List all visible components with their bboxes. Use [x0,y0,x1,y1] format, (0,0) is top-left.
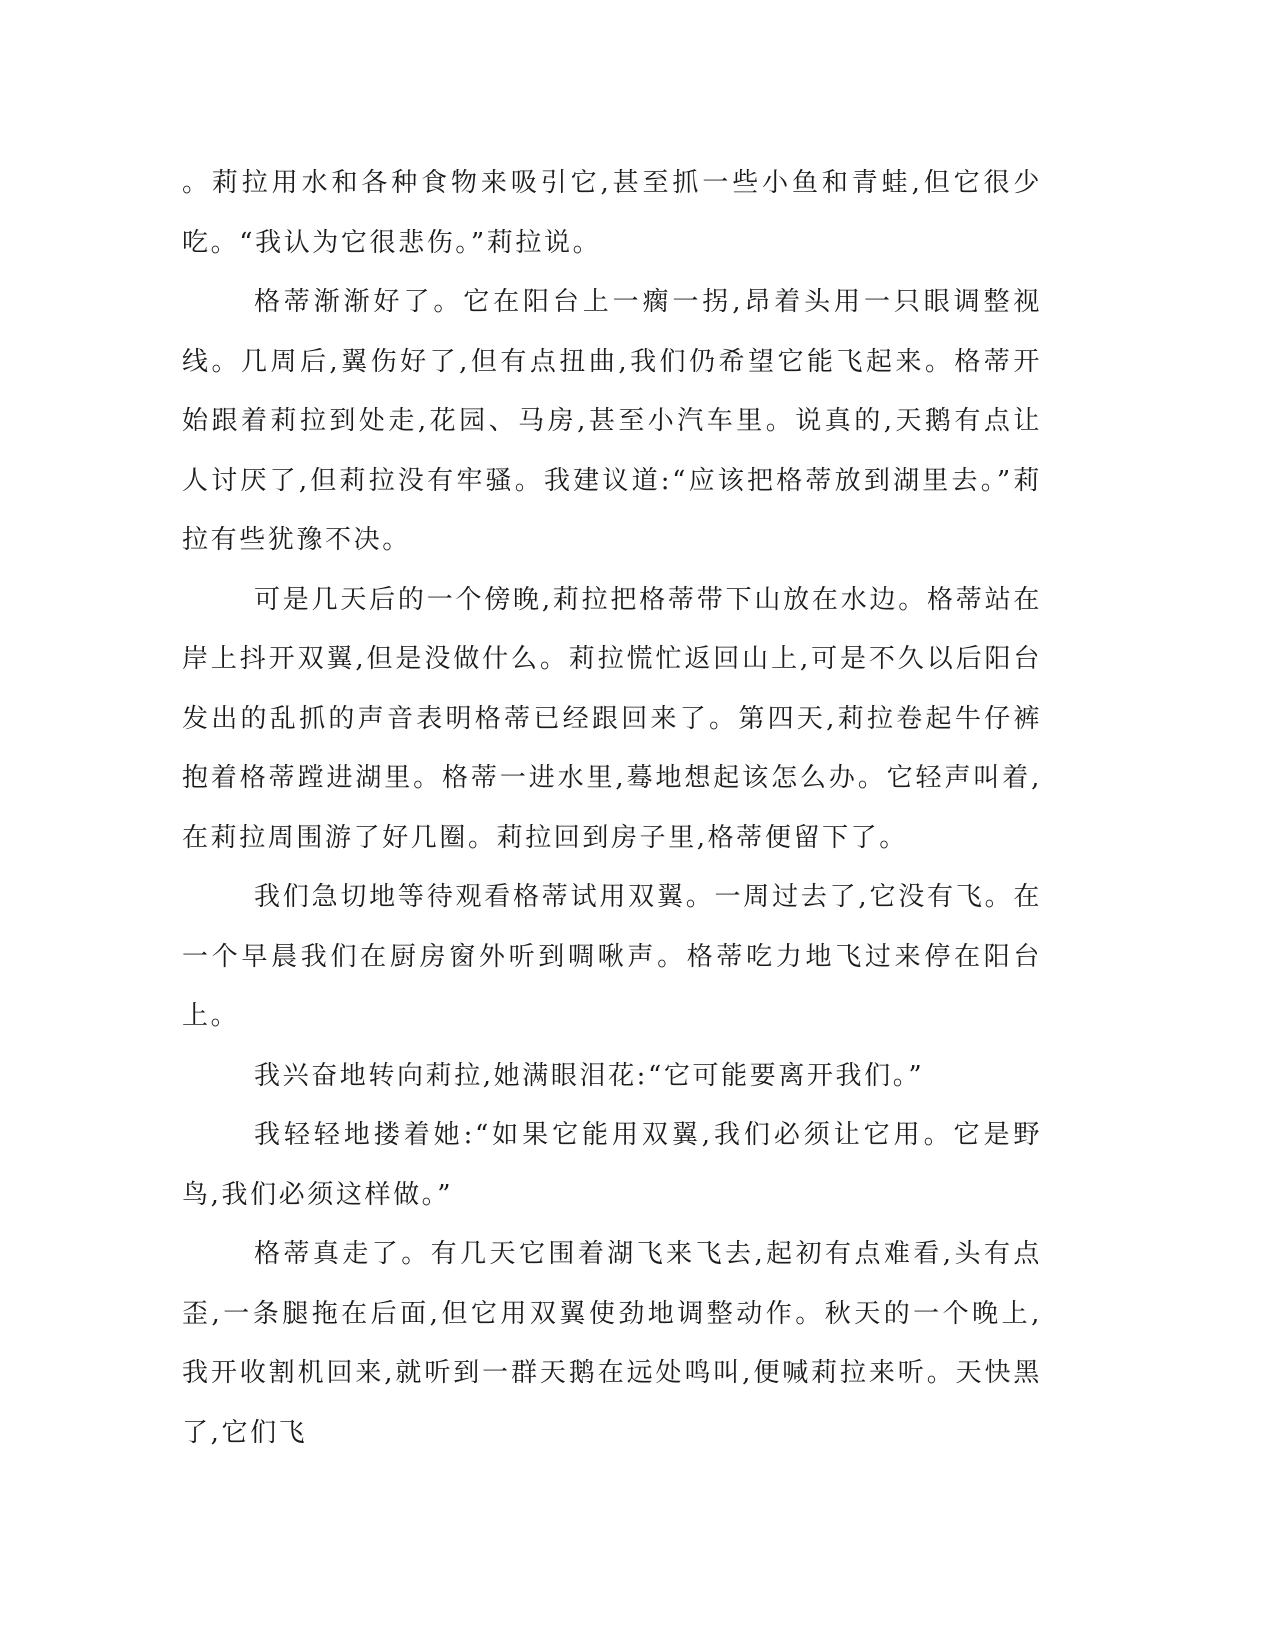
paragraph-7: 格蒂真走了。有几天它围着湖飞来飞去,起初有点难看,头有点歪,一条腿拖在后面,但它用双翼使劲地调整动作。秋天的一个晚上,我开收割机回来,就听到一群天鹅在远处鸣叫,便喊莉拉来听。天快黑了,它们飞 [182,1239,1042,1448]
paragraph-6: 我轻轻地搂着她:“如果它能用双翼,我们必须让它用。它是野鸟,我们必须这样做。” [182,1120,1042,1210]
paragraph-3: 可是几天后的一个傍晚,莉拉把格蒂带下山放在水边。格蒂站在岸上抖开双翼,但是没做什么。莉拉慌忙返回山上,可是不久以后阳台发出的乱抓的声音表明格蒂已经跟回来了。第四天,莉拉卷起牛仔裤抱着格蒂蹚进湖里。格蒂一进水里,蓦地想起该怎么办。它轻声叫着,在莉拉周围游了好几圈。莉拉回到房子里,格蒂便留下了。 [182,584,1042,853]
paragraph-1: 。莉拉用水和各种食物来吸引它,甚至抓一些小鱼和青蛙,但它很少吃。“我认为它很悲伤。”莉拉说。 [182,168,1042,258]
story-text-body [182,154,1042,1463]
paragraph-4: 我们急切地等待观看格蒂试用双翼。一周过去了,它没有飞。在一个早晨我们在厨房窗外听到啁啾声。格蒂吃力地飞过来停在阳台上。 [182,882,1042,1031]
paragraph-2: 格蒂渐渐好了。它在阳台上一瘸一拐,昂着头用一只眼调整视线。几周后,翼伤好了,但有点扭曲,我们仍希望它能飞起来。格蒂开始跟着莉拉到处走,花园、马房,甚至小汽车里。说真的,天鹅有点让人讨厌了,但莉拉没有牢骚。我建议道:“应该把格蒂放到湖里去。”莉拉有些犹豫不决。 [182,287,1042,555]
paragraph-5: 我兴奋地转向莉拉,她满眼泪花:“它可能要离开我们。” [254,1060,925,1091]
